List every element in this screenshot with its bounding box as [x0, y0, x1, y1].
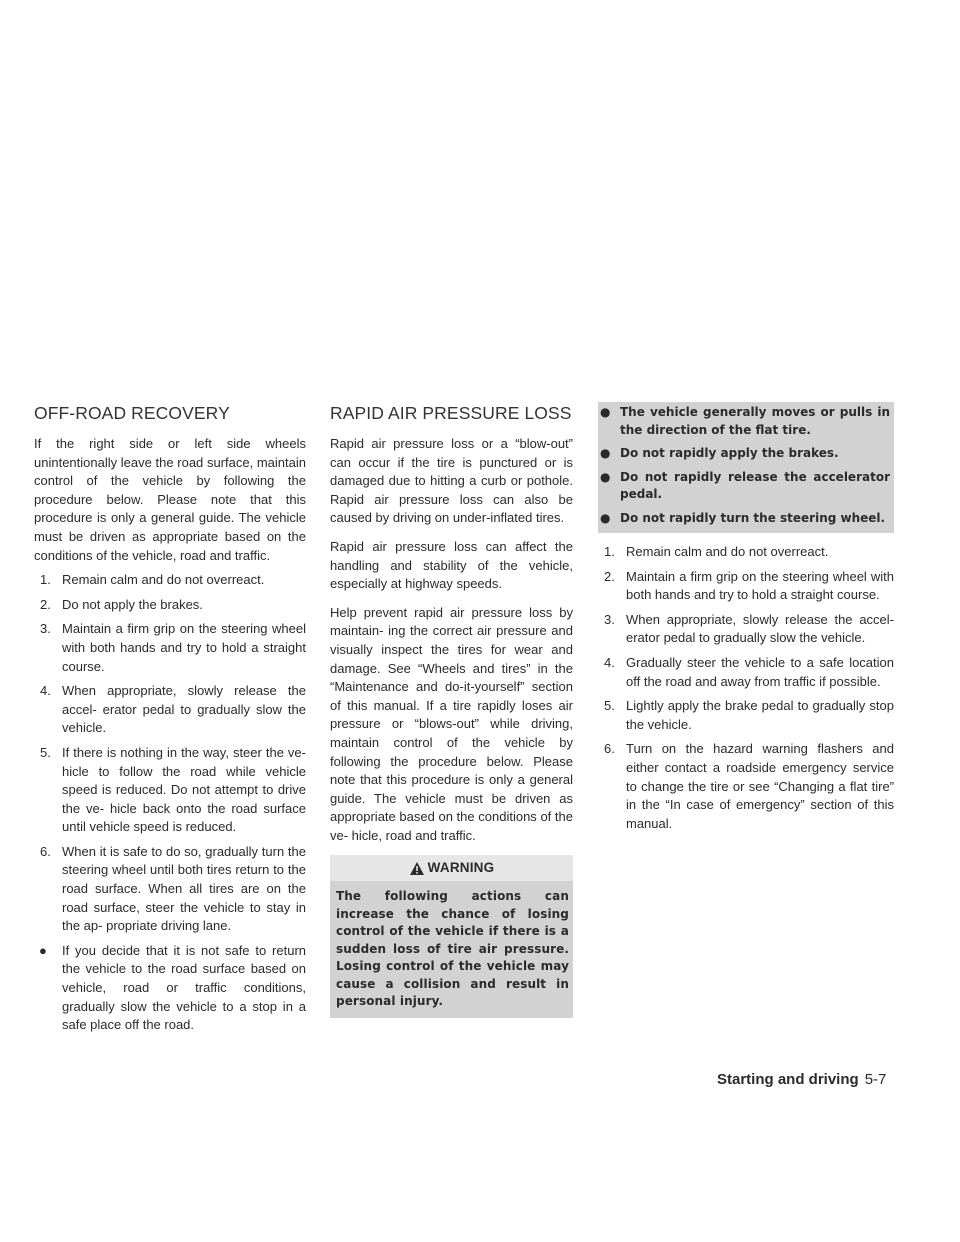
step-number: 2. — [40, 596, 51, 612]
list-item — [598, 543, 894, 562]
column-rapid-air-pressure-loss — [330, 402, 573, 1018]
paragraph: Rapid air pressure loss can affect the handling and stability of the vehicle, especially at highway speeds. — [330, 538, 573, 592]
bullet-icon: ● — [600, 405, 611, 419]
section-title-rapid-air-pressure-loss: RAPID AIR PRESSURE LOSS — [330, 403, 572, 423]
step-text: Lightly apply the brake pedal to gradually stop the vehicle. — [626, 698, 894, 732]
warning-triangle-icon — [409, 861, 425, 876]
step-text: Turn on the hazard warning flashers and either contact a roadside emergency service to change the tire or see “Changing a flat tire” in the “In case of emergency” section of this manual. — [626, 741, 894, 831]
list-item — [598, 740, 894, 833]
footer-section-title: Starting and driving — [717, 1071, 859, 1088]
step-number: 2. — [604, 568, 615, 584]
column-off-road-recovery — [34, 402, 306, 1041]
step-text: Maintain a firm grip on the steering wheel with both hands and try to hold a straight course. — [62, 621, 306, 674]
warning-bullet-item — [598, 404, 890, 439]
step-text: Remain calm and do not overreact. — [626, 544, 829, 559]
step-number: 6. — [604, 741, 615, 757]
list-item — [598, 654, 894, 691]
bullet-icon: ● — [600, 510, 611, 525]
step-text: Remain calm and do not overreact. — [62, 572, 265, 588]
step-text: Gradually steer the vehicle to a safe location off the road and away from traffic if possible. — [626, 654, 894, 689]
warning-bullet-item — [598, 510, 890, 528]
step-number: 3. — [40, 621, 51, 637]
bullet-text: The vehicle generally moves or pulls in the direction of the flat tire. — [620, 405, 890, 437]
intro-paragraph: If the right side or left side wheels unintentionally leave the road surface, maintain control of the vehicle by following the procedure below. Please note that this procedure is only a general guide. The vehicle must be driven as appropriate based on the conditions of the vehicle, road and traffic. — [34, 436, 306, 563]
step-text: Do not apply the brakes. — [62, 596, 203, 612]
warning-label: WARNING — [427, 860, 495, 876]
bullet-text: Do not rapidly turn the steering wheel. — [620, 510, 886, 525]
step-number: 5. — [40, 744, 51, 760]
list-item — [598, 611, 894, 648]
page-number: 5-7 — [864, 1071, 887, 1088]
step-number: 4. — [604, 654, 615, 670]
air-loss-steps — [598, 543, 894, 833]
list-item — [34, 682, 306, 738]
bullet-item — [34, 942, 306, 1035]
list-item — [34, 596, 306, 615]
bullet-icon: ● — [600, 469, 611, 484]
list-item — [598, 568, 894, 605]
column-rapid-air-pressure-loss-continued — [598, 402, 894, 839]
warning-bullet-list — [598, 402, 894, 533]
paragraph: Help prevent rapid air pressure loss by maintain- ing the correct air pressure and visually inspect the tires for wear and damage. See “Wheels and tires” in the “Maintenance and do-it-yourself” section of this manual. If a tire rapidly loses air pressure or “blows-out” while driving, maintain control of the vehicle by following the procedure below. Please note that this procedure is only a general guide. The vehicle must be driven as appropriate based on the conditions of the ve- hicle, road and traffic. — [330, 604, 573, 843]
section-title-off-road-recovery: OFF-ROAD RECOVERY — [34, 403, 230, 423]
warning-header — [330, 855, 573, 881]
bullet-icon: ● — [39, 942, 47, 958]
warning-bullet-item — [598, 469, 890, 504]
bullet-text: Do not rapidly apply the brakes. — [620, 446, 839, 460]
step-number: 5. — [604, 698, 615, 714]
list-item — [34, 620, 306, 676]
bullet-icon: ● — [600, 446, 611, 460]
list-item — [34, 571, 306, 590]
bullet-text: Do not rapidly release the accelerator pedal. — [620, 469, 890, 501]
step-number: 4. — [40, 683, 51, 699]
warning-bullet-item — [598, 445, 890, 463]
step-number: 6. — [40, 843, 51, 859]
paragraph: Rapid air pressure loss or a “blow-out” can occur if the tire is punctured or is damaged due to hitting a curb or pothole. Rapid air pressure loss can also be caused by driving on under-inflated tires. — [330, 436, 573, 526]
recovery-steps — [34, 571, 306, 936]
step-text: When it is safe to do so, gradually turn the steering wheel until both tires return to the road surface. When all tires are on the road surface, steer the vehicle to stay in the ap- propriate driving lane. — [62, 843, 306, 934]
bullet-text: If you decide that it is not safe to return the vehicle to the road surface based on vehicle, road or traffic conditions, gradually slow the vehicle to a stop in a safe place off the road. — [62, 942, 306, 1033]
step-number: 1. — [604, 544, 615, 559]
list-item — [34, 744, 306, 837]
step-number: 3. — [604, 611, 615, 627]
list-item — [34, 843, 306, 936]
warning-text: The following actions can increase the chance of losing control of the vehicle if there is a sudden loss of tire air pressure. Losing control of the vehicle may cause a collision and result in personal injury. — [330, 881, 573, 1018]
page-footer — [717, 1071, 886, 1088]
step-number: 1. — [40, 572, 51, 588]
step-text: When appropriate, slowly release the accel- erator pedal to gradually slow the vehicle. — [626, 611, 894, 646]
step-text: When appropriate, slowly release the accel- erator pedal to gradually slow the vehicle. — [62, 683, 306, 736]
step-text: If there is nothing in the way, steer the ve- hicle to follow the road while vehicle speed is reduced. Do not attempt to drive the ve- hicle back onto the road surface until vehicle speed is reduced. — [62, 744, 306, 835]
step-text: Maintain a firm grip on the steering wheel with both hands and try to hold a straight course. — [626, 568, 894, 603]
list-item — [598, 697, 894, 734]
